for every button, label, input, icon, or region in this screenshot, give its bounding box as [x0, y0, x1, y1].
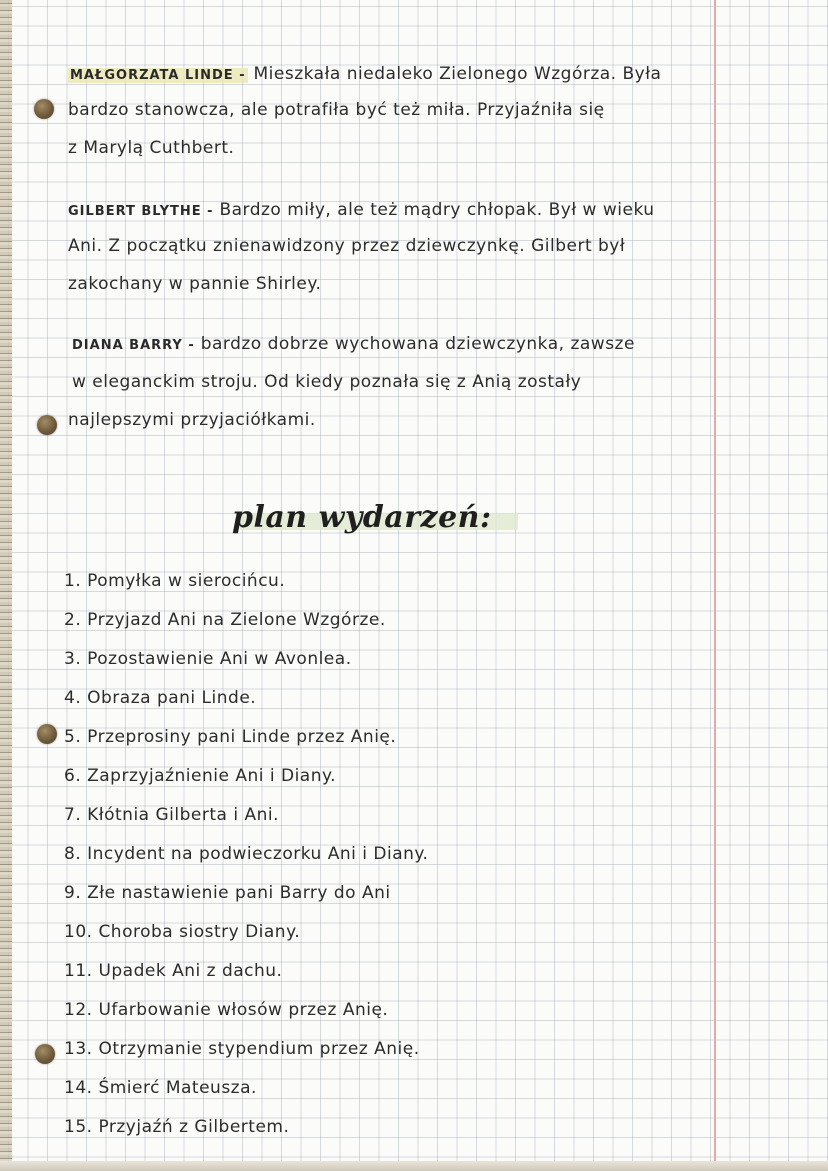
list-item: 1. Pomyłka w sierocińcu.: [64, 571, 286, 591]
character-name: GILBERT BLYTHE -: [68, 204, 214, 219]
list-item: 14. Śmierć Mateusza.: [64, 1078, 257, 1098]
character-text: najlepszymi przyjaciółkami.: [68, 410, 316, 430]
character-line: [72, 334, 635, 354]
list-item: 5. Przeprosiny pani Linde przez Anię.: [64, 727, 397, 747]
spiral-binding: [0, 0, 12, 1171]
list-item: 10. Choroba siostry Diany.: [64, 922, 301, 942]
character-text: Mieszkała niedaleko Zielonego Wzgórza. Była: [253, 64, 662, 84]
punch-hole: [37, 415, 57, 435]
character-text: Bardzo miły, ale też mądry chłopak. Był w wieku: [219, 200, 655, 220]
punch-hole: [34, 99, 54, 119]
list-item: 6. Zaprzyjaźnienie Ani i Diany.: [64, 766, 337, 786]
punch-hole: [35, 1044, 55, 1064]
list-item: 12. Ufarbowanie włosów przez Anię.: [64, 1000, 389, 1020]
character-text: bardzo stanowcza, ale potrafiła być też miła. Przyjaźniła się: [68, 100, 605, 120]
page-bottom-edge: [0, 1161, 828, 1171]
list-item: 7. Kłótnia Gilberta i Ani.: [64, 805, 279, 825]
events-list: [64, 562, 428, 1147]
punch-hole: [37, 724, 57, 744]
character-text: Ani. Z początku znienawidzony przez dziewczynkę. Gilbert był: [68, 236, 626, 256]
character-text: zakochany w pannie Shirley.: [68, 274, 322, 294]
character-line: [68, 200, 655, 220]
list-item: 3. Pozostawienie Ani w Avonlea.: [64, 649, 352, 669]
character-name: DIANA BARRY -: [72, 338, 195, 353]
character-name: MAŁGORZATA LINDE -: [70, 68, 246, 83]
list-item: 13. Otrzymanie stypendium przez Anię.: [64, 1039, 420, 1059]
plan-title: plan wydarzeń:: [232, 500, 492, 535]
list-item: 11. Upadek Ani z dachu.: [64, 961, 283, 981]
list-item: 2. Przyjazd Ani na Zielone Wzgórze.: [64, 610, 386, 630]
character-text: w eleganckim stroju. Od kiedy poznała się z Anią zostały: [72, 372, 582, 392]
character-text: bardzo dobrze wychowana dziewczynka, zawsze: [200, 334, 635, 354]
list-item: 15. Przyjaźń z Gilbertem.: [64, 1117, 290, 1137]
list-item: 4. Obraza pani Linde.: [64, 688, 257, 708]
list-item: 9. Złe nastawienie pani Barry do Ani: [64, 883, 391, 903]
character-text: z Marylą Cuthbert.: [68, 138, 235, 158]
margin-line: [714, 0, 716, 1171]
list-item: 8. Incydent na podwieczorku Ani i Diany.: [64, 844, 429, 864]
character-line: [68, 64, 661, 84]
